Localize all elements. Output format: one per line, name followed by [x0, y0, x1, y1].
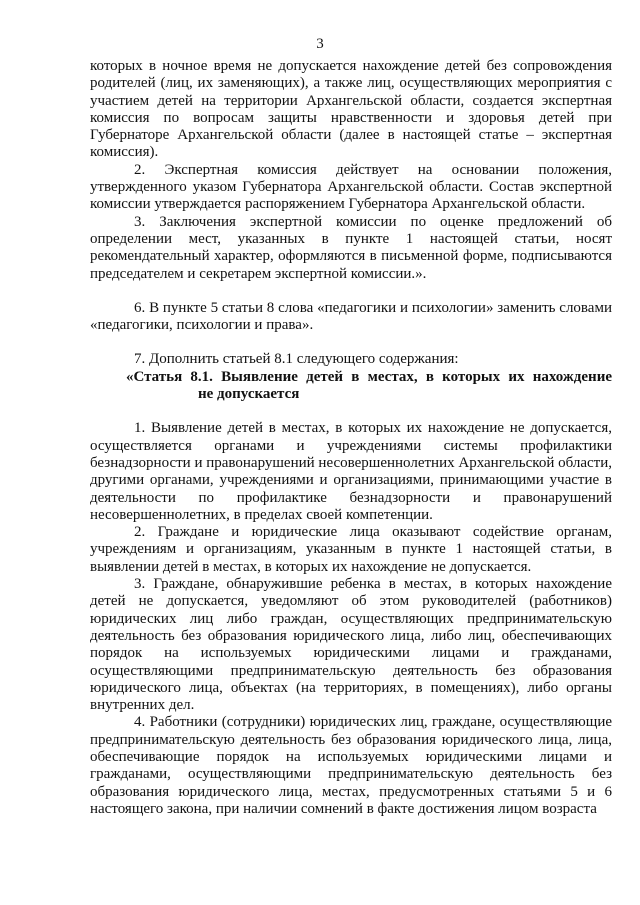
- amendment-item-7: 7. Дополнить статьей 8.1 следующего содержания:: [134, 351, 459, 368]
- article-item-3: 3. Граждане, обнаружившие ребенка в местах, в которых нахождение детей не допускается, уведомляют об этом руководителей (работников) юридических лиц либо граждан, осуществляющих предпринимательскую деятельность без образования юридического лица, либо лиц, обеспечивающих порядок на используемых юридическими лицами и гражданами, осуществляющими предпринимательскую деятельность без образования юридического лица, объектах (на территориях, в помещениях), либо органы внутренних дел.: [90, 576, 612, 714]
- article-heading-line-2: не допускается: [198, 386, 300, 403]
- paragraph-continuation: которых в ночное время не допускается нахождение детей без сопровождения родителей (лиц, их заменяющих), а также лиц, осуществляющих мероприятия с участием детей на территории Архангельской области, создается экспертная комиссия по вопросам защиты нравственности и здоровья детей при Губернаторе Архангельской области (далее в настоящей статье – экспертная комиссия).: [90, 58, 612, 161]
- article-heading-line-1: «Статья 8.1. Выявление детей в местах, в которых их нахождение: [126, 368, 612, 385]
- paragraph-item-3: 3. Заключения экспертной комиссии по оценке предложений об определении мест, указанных в пункте 1 настоящей статьи, носят рекомендательный характер, оформляются в письменной форме, подписываются председателем и секретарем экспертной комиссии.».: [90, 213, 612, 282]
- article-item-1: 1. Выявление детей в местах, в которых их нахождение не допускается, осуществляется органами и учреждениями системы профилактики безнадзорности и правонарушений несовершеннолетних Архангельской области, другими органами, учреждениями и организациями, принимающими участие в деятельности по профилактике безнадзорности и правонарушений несовершеннолетних, в пределах своей компетенции.: [90, 420, 612, 523]
- document-body: [90, 58, 612, 818]
- paragraph-item-2: 2. Экспертная комиссия действует на основании положения, утвержденного указом Губернатора Архангельской области. Состав экспертной комиссии утверждается распоряжением Губернатора Архангельской области.: [90, 161, 612, 213]
- article-item-4: 4. Работники (сотрудники) юридических лиц, граждане, осуществляющие предпринимательскую деятельность без образования юридического лица, лица, обеспечивающие порядок на используемых юридическими лицами и гражданами, осуществляющими предпринимательскую деятельность без образования юридического лица, местах, предусмотренных статьями 5 и 6 настоящего закона, при наличии сомнений в факте достижения лицом возраста: [90, 714, 612, 817]
- article-heading: [90, 369, 612, 404]
- page-number: 3: [316, 36, 324, 52]
- amendment-item-6: 6. В пункте 5 статьи 8 слова «педагогики и психологии» заменить словами «педагогики, психологии и права».: [90, 299, 612, 334]
- article-item-2: 2. Граждане и юридические лица оказывают содействие органам, учреждениям и организациям, указанным в пункте 1 настоящей статьи, в выявлении детей в местах, в которых их нахождение не допускается.: [90, 524, 612, 575]
